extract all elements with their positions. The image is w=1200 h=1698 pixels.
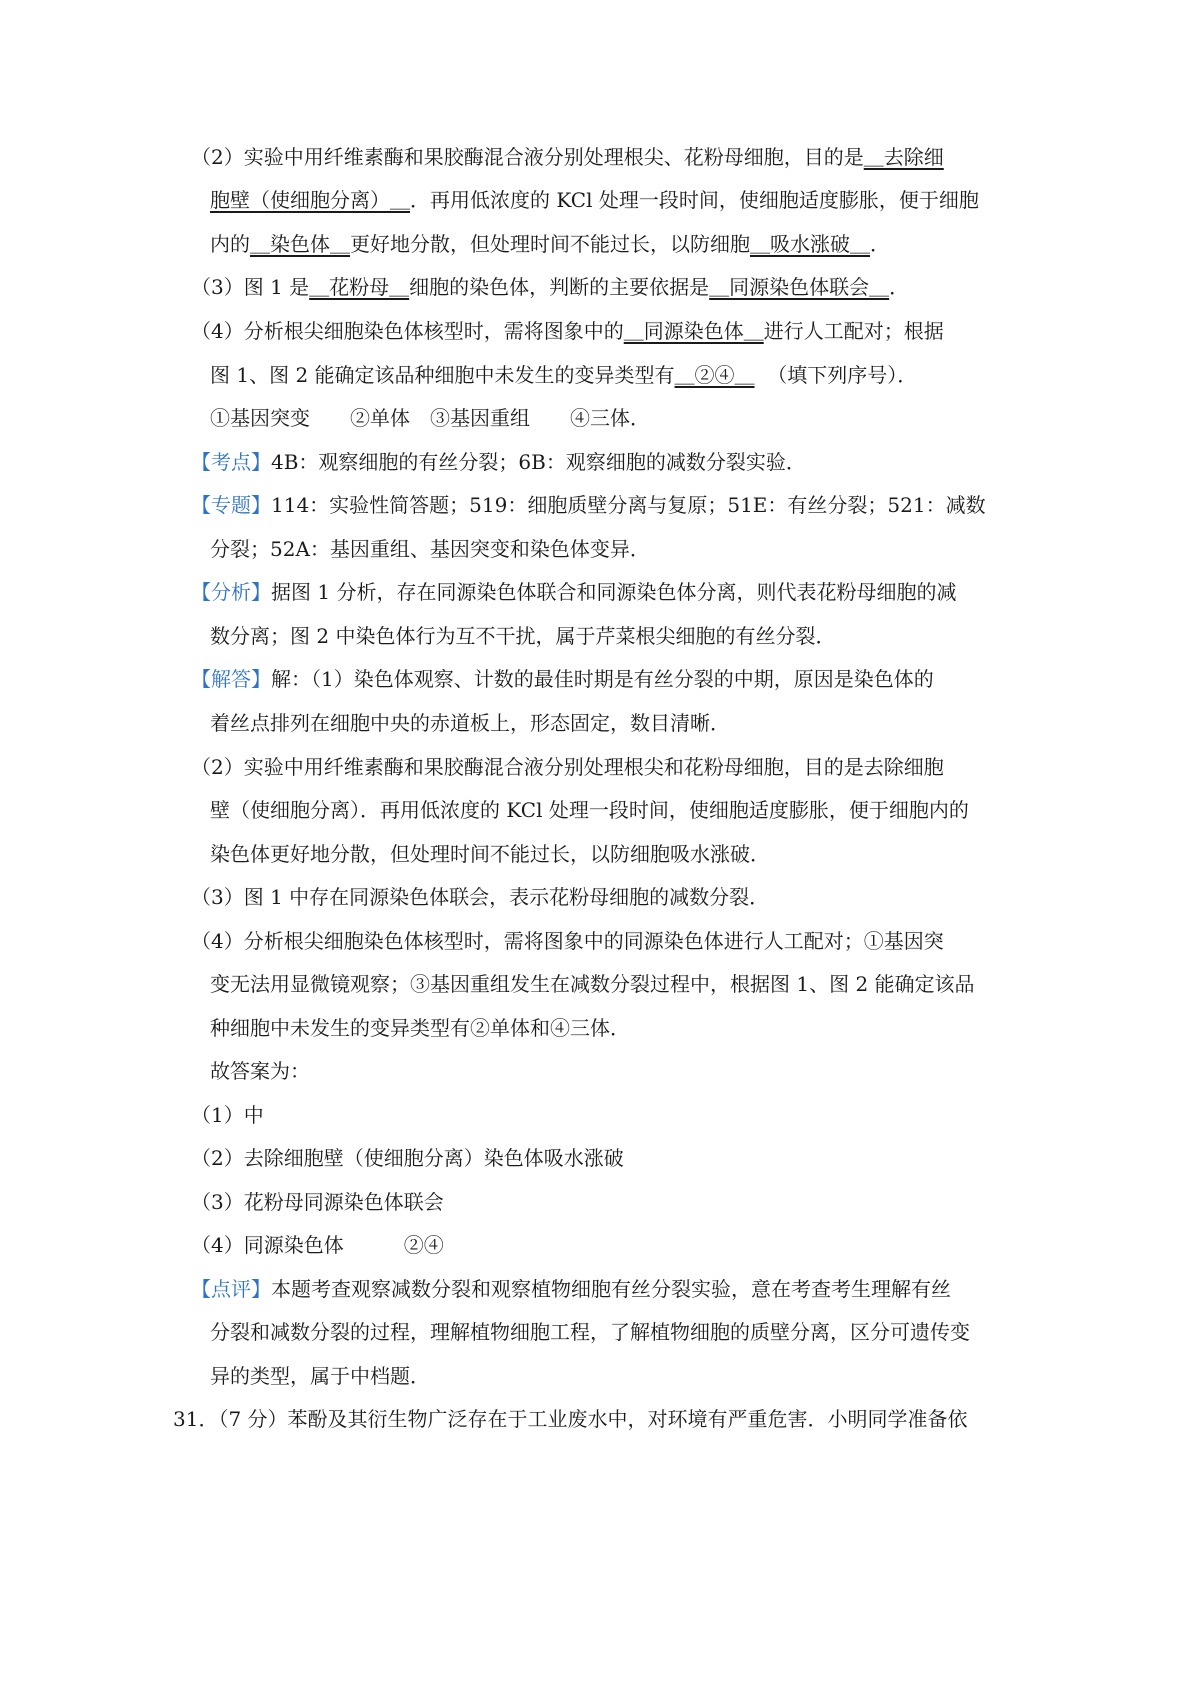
text: （3）图 1 是	[191, 275, 310, 299]
text: 变无法用显微镜观察；③基因重组发生在减数分裂过程中，根据图 1、图 2 能确定该品	[210, 972, 975, 996]
dianping-line-3	[210, 1362, 430, 1390]
fenxi-section-line-1	[191, 578, 956, 606]
text: 分裂；52A：基因重组、基因突变和染色体变异．	[210, 537, 650, 561]
text: （填下列序号）．	[767, 363, 918, 387]
fenxi-section-line-2	[210, 622, 835, 650]
q2-line-3	[210, 230, 890, 258]
text: 114：实验性简答题；519：细胞质壁分离与复原；51E：有丝分裂；521：减数	[271, 493, 986, 517]
q4-line-2	[210, 361, 917, 389]
jieda-p3	[191, 883, 769, 911]
text: ．再用低浓度的 KCl 处理一段时间，使细胞适度膨胀，便于细胞	[410, 188, 979, 212]
answer-blank: ＿去除细	[863, 145, 944, 169]
text: 数分离；图 2 中染色体行为互不干扰，属于芹菜根尖细胞的有丝分裂．	[210, 624, 836, 648]
jieda-section-line-1	[191, 665, 934, 693]
kaodian-tag: 【考点】	[191, 450, 271, 474]
text: 进行人工配对；根据	[763, 319, 944, 343]
text: （4）同源染色体 ②④	[191, 1233, 444, 1257]
kaodian-section	[191, 448, 806, 476]
answer-1	[191, 1101, 264, 1129]
text: 内的	[210, 232, 250, 256]
text: （2）去除细胞壁（使细胞分离）染色体吸水涨破	[191, 1146, 624, 1170]
question-31	[173, 1405, 968, 1433]
dianping-tag: 【点评】	[191, 1277, 271, 1301]
fenxi-tag: 【分析】	[191, 580, 271, 604]
q4-options	[210, 404, 650, 432]
q4-line-1	[191, 317, 944, 345]
text: 据图 1 分析，存在同源染色体联合和同源染色体分离，则代表花粉母细胞的减	[271, 580, 957, 604]
jieda-tag: 【解答】	[191, 667, 271, 691]
text: 种细胞中未发生的变异类型有②单体和④三体．	[210, 1016, 630, 1040]
zhuanti-tag: 【专题】	[191, 493, 271, 517]
answer-blank: ＿同源染色体联会＿	[709, 275, 890, 299]
answer-blank: ＿染色体＿	[250, 232, 350, 256]
options-text: ①基因突变 ②单体 ③基因重组 ④三体．	[210, 406, 650, 430]
text: 染色体更好地分散，但处理时间不能过长，以防细胞吸水涨破．	[210, 842, 770, 866]
text: 分裂和减数分裂的过程，理解植物细胞工程，了解植物细胞的质壁分离，区分可遗传变	[210, 1320, 970, 1344]
jieda-p4-line-2	[210, 970, 975, 998]
zhuanti-section-line-1	[191, 491, 986, 519]
text: （2）实验中用纤维素酶和果胶酶混合液分别处理根尖、花粉母细胞，目的是	[191, 145, 864, 169]
jieda-p4-line-3	[210, 1014, 630, 1042]
zhuanti-section-line-2	[210, 535, 650, 563]
jieda-line-2	[210, 709, 730, 737]
answer-4	[191, 1231, 444, 1259]
dianping-section-line-1	[191, 1275, 951, 1303]
jieda-p2-line-1	[191, 753, 944, 781]
text: 细胞的染色体，判断的主要依据是	[409, 275, 710, 299]
text: 着丝点排列在细胞中央的赤道板上，形态固定，数目清晰．	[210, 711, 730, 735]
q2-line-1	[191, 143, 944, 171]
answer-blank: ＿同源染色体＿	[623, 319, 764, 343]
jieda-p2-line-2	[210, 796, 969, 824]
text: 异的类型，属于中档题．	[210, 1364, 430, 1388]
text: 本题考查观察减数分裂和观察植物细胞有丝分裂实验，意在考查考生理解有丝	[271, 1277, 951, 1301]
text: （4）分析根尖细胞染色体核型时，需将图象中的	[191, 319, 624, 343]
text: ．	[889, 275, 910, 299]
text: 故答案为：	[210, 1059, 310, 1083]
answer-intro	[210, 1057, 310, 1085]
answer-blank: ＿②④＿	[674, 363, 755, 387]
q2-line-2	[210, 186, 979, 214]
answer-3	[191, 1188, 444, 1216]
jieda-p4-line-1	[191, 927, 944, 955]
text: （4）分析根尖细胞染色体核型时，需将图象中的同源染色体进行人工配对；①基因突	[191, 929, 944, 953]
answer-blank: ＿花粉母＿	[309, 275, 410, 299]
dianping-line-2	[210, 1318, 970, 1346]
text: （3）图 1 中存在同源染色体联会，表示花粉母细胞的减数分裂．	[191, 885, 770, 909]
answer-2	[191, 1144, 624, 1172]
text: 更好地分散，但处理时间不能过长，以防细胞	[350, 232, 750, 256]
jieda-p2-line-3	[210, 840, 770, 868]
answer-blank: ＿吸水涨破＿	[750, 232, 870, 256]
text: （1）中	[191, 1103, 264, 1127]
text: 31．（7 分）苯酚及其衍生物广泛存在于工业废水中，对环境有严重危害．小明同学准备依	[173, 1407, 968, 1431]
text: 4B：观察细胞的有丝分裂；6B：观察细胞的减数分裂实验．	[271, 450, 806, 474]
text: ．	[870, 232, 890, 256]
answer-blank: 胞壁（使细胞分离）＿	[210, 188, 410, 212]
text: （2）实验中用纤维素酶和果胶酶混合液分别处理根尖和花粉母细胞，目的是去除细胞	[191, 755, 944, 779]
text: 图 1、图 2 能确定该品种细胞中未发生的变异类型有	[210, 363, 675, 387]
text: 解：（1）染色体观察、计数的最佳时期是有丝分裂的中期，原因是染色体的	[271, 667, 934, 691]
text: （3）花粉母同源染色体联会	[191, 1190, 444, 1214]
q3-line	[191, 273, 909, 301]
text: 壁（使细胞分离）．再用低浓度的 KCl 处理一段时间，使细胞适度膨胀，便于细胞内的	[210, 798, 969, 822]
